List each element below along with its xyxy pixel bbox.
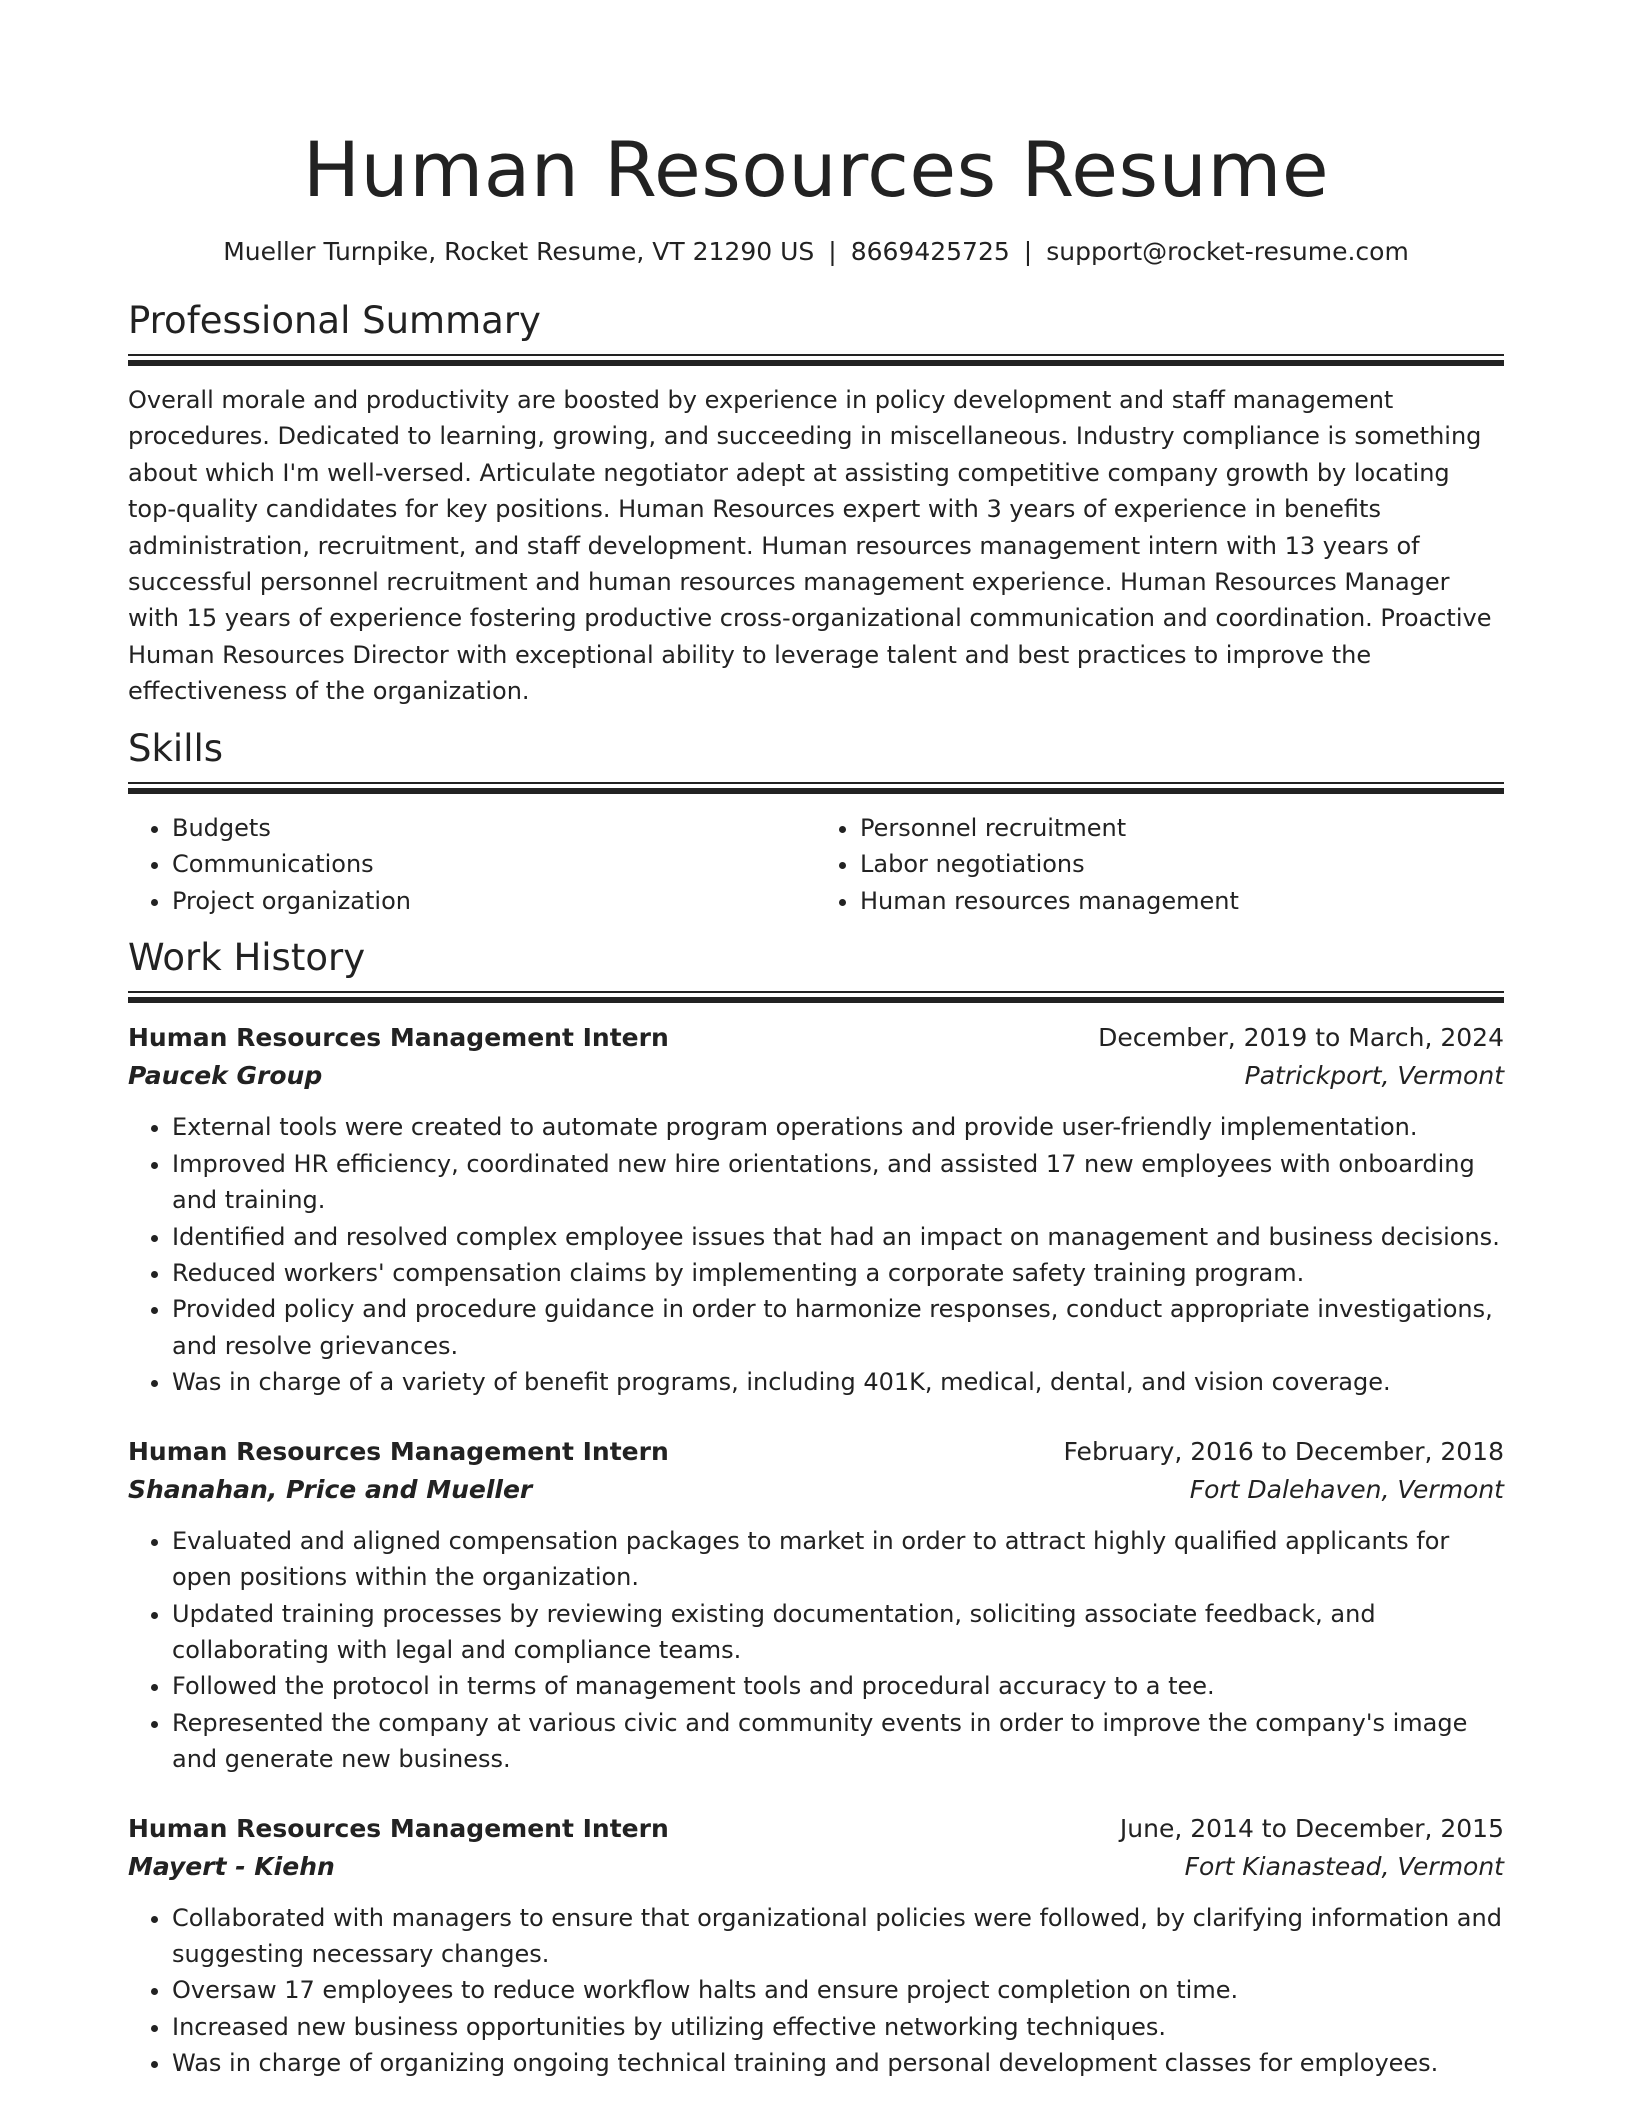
job-bullet: • Oversaw 17 employees to reduce workflow halts and ensure project completion on time. — [172, 1972, 1504, 2008]
job-bullet: • Identified and resolved complex employee issues that had an impact on management and business decisions. — [172, 1219, 1504, 1255]
contact-line — [128, 236, 1504, 268]
summary-section — [128, 298, 1504, 710]
job-bullet: • Increased new business opportunities by utilizing effective networking techniques. — [172, 2009, 1504, 2045]
job-subheader — [128, 1471, 1504, 1509]
job-company: Paucek Group — [128, 1061, 323, 1091]
job-title: Human Resources Management Intern — [128, 1023, 669, 1053]
job-entry — [128, 1019, 1504, 1400]
summary-text: Overall morale and productivity are boosted by experience in policy development and staff management procedures. Dedicated to learning, growing, and succeeding in miscellaneous. Industry compliance is something about which I'm well-versed. Articulate negotiator adept at assisting competitive company growth by locating top-quality candidates for key positions. Human Resources expert with 3 years of experience in benefits administration, recruitment, and staff development. Human resources management intern with 13 years of successful personnel recruitment and human resources management experience. Human Resources Manager with 15 years of experience fostering productive cross-organizational communication and coordination. Proactive Human Resources Director with exceptional ability to leverage talent and best practices to improve the effectiveness of the organization. — [128, 386, 1492, 706]
resume-page — [128, 0, 1504, 2082]
job-bullet: • Followed the protocol in terms of management tools and procedural accuracy to a tee. — [172, 1668, 1504, 1704]
job-dates: February, 2016 to December, 2018 — [1063, 1436, 1504, 1466]
work-section — [128, 935, 1504, 2081]
job-header — [128, 1433, 1504, 1471]
section-divider — [128, 991, 1504, 1003]
work-heading: Work History — [128, 936, 366, 980]
skill-item: • Labor negotiations — [860, 846, 1504, 883]
job-dates: June, 2014 to December, 2015 — [1119, 1813, 1504, 1843]
job-bullet: • Updated training processes by reviewing existing documentation, soliciting associate feedback, and collaborating with legal and compliance teams. — [172, 1596, 1504, 1669]
job-title: Human Resources Management Intern — [128, 1436, 669, 1466]
job-subheader — [128, 1057, 1504, 1095]
section-divider — [128, 782, 1504, 794]
job-company: Mayert - Kiehn — [128, 1851, 335, 1881]
job-bullets — [128, 1900, 1504, 2082]
skills-section — [128, 726, 1504, 920]
skill-item: • Communications — [172, 846, 816, 883]
job-company: Shanahan, Price and Mueller — [128, 1474, 533, 1504]
job-bullet: • Evaluated and aligned compensation packages to market in order to attract highly qualified applicants for open positions within the organization. — [172, 1523, 1504, 1596]
job-bullet: • Was in charge of a variety of benefit programs, including 401K, medical, dental, and vision coverage. — [172, 1364, 1504, 1400]
section-divider — [128, 354, 1504, 366]
job-dates: December, 2019 to March, 2024 — [1098, 1023, 1504, 1053]
job-bullet: • Collaborated with managers to ensure that organizational policies were followed, by clarifying information and suggesting necessary changes. — [172, 1900, 1504, 1973]
job-location: Patrickport, Vermont — [1244, 1061, 1504, 1091]
job-entry — [128, 1433, 1504, 1778]
job-bullet: • Was in charge of organizing ongoing technical training and personal development classes for employees. — [172, 2045, 1504, 2081]
job-bullet: • Provided policy and procedure guidance in order to harmonize responses, conduct appropriate investigations, and resolve grievances. — [172, 1291, 1504, 1364]
job-header — [128, 1019, 1504, 1057]
contact-address: Mueller Turnpike, Rocket Resume, VT 21290 US — [223, 237, 815, 266]
job-entry — [128, 1810, 1504, 2082]
skills-list — [128, 810, 1504, 920]
job-bullet: • Represented the company at various civic and community events in order to improve the company's image and generate new business. — [172, 1705, 1504, 1778]
skills-column-left — [128, 810, 816, 920]
skill-item: • Human resources management — [860, 883, 1504, 920]
job-bullet: • External tools were created to automate program operations and provide user-friendly implementation. — [172, 1109, 1504, 1145]
job-bullet: • Improved HR efficiency, coordinated new hire orientations, and assisted 17 new employees with onboarding and training. — [172, 1146, 1504, 1219]
skills-heading: Skills — [128, 726, 224, 770]
job-bullet: • Reduced workers' compensation claims by implementing a corporate safety training program. — [172, 1255, 1504, 1291]
summary-heading: Professional Summary — [128, 299, 541, 342]
skill-item: • Project organization — [172, 883, 816, 920]
resume-title: Human Resources Resume — [302, 125, 1330, 214]
job-bullets — [128, 1523, 1504, 1778]
job-title: Human Resources Management Intern — [128, 1813, 669, 1843]
job-subheader — [128, 1848, 1504, 1886]
job-header — [128, 1810, 1504, 1848]
contact-email: support@rocket-resume.com — [1046, 237, 1409, 266]
skill-item: • Budgets — [172, 810, 816, 847]
contact-separator: | — [1023, 237, 1033, 266]
skills-column-right — [816, 810, 1504, 920]
job-bullets — [128, 1109, 1504, 1400]
skill-item: • Personnel recruitment — [860, 810, 1504, 847]
job-location: Fort Dalehaven, Vermont — [1189, 1474, 1504, 1504]
contact-separator: | — [828, 237, 837, 266]
contact-phone: 8669425725 — [850, 237, 1010, 266]
job-location: Fort Kianastead, Vermont — [1184, 1851, 1504, 1881]
